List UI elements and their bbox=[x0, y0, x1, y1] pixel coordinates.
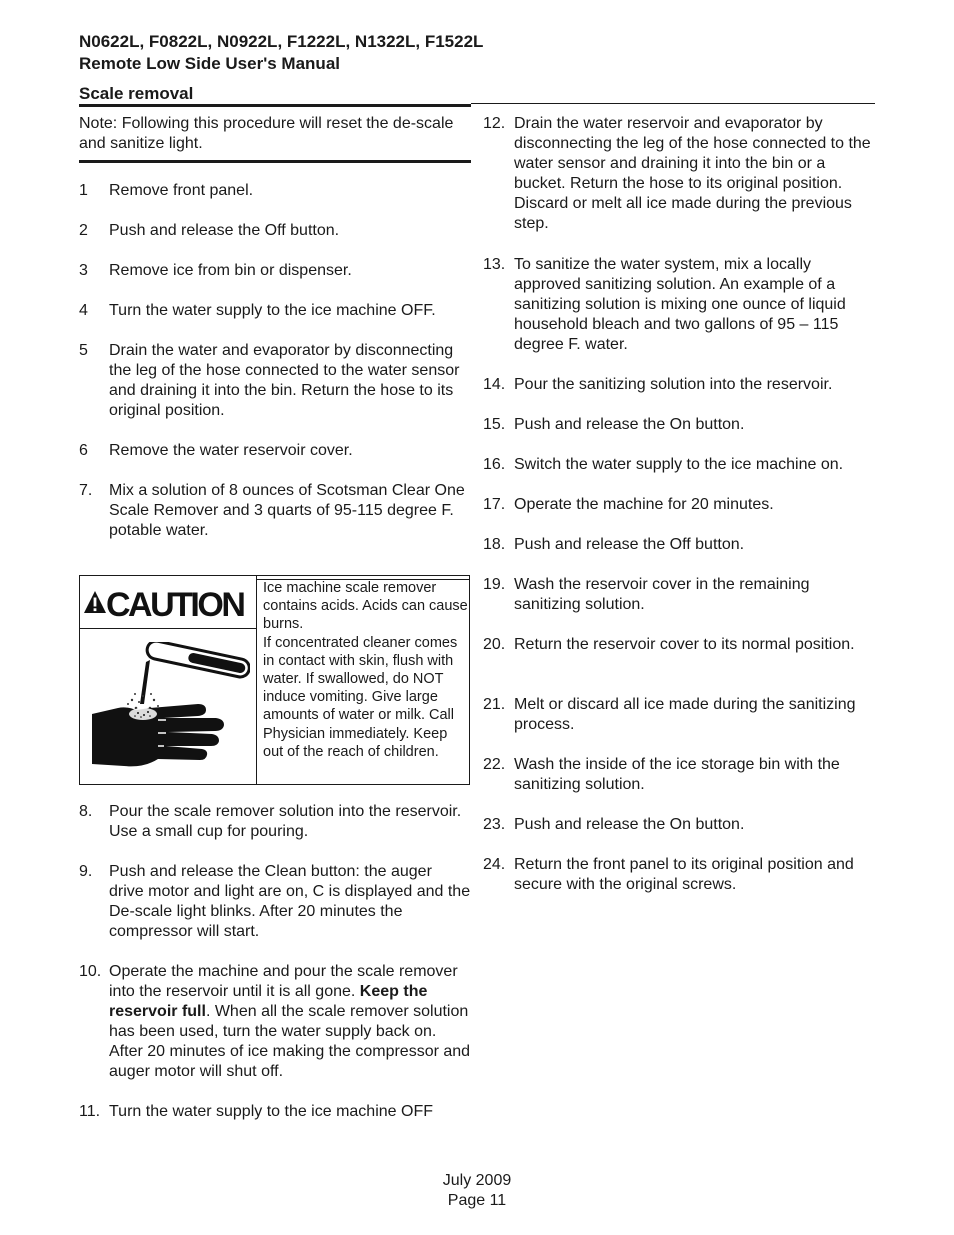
step-text: Remove the water reservoir cover. bbox=[109, 442, 353, 459]
step-text: Mix a solution of 8 ounces of Scotsman Clear One Scale Remover and 3 quarts of 95-115 degree F. potable water. bbox=[109, 482, 465, 539]
step-text: Push and release the On button. bbox=[514, 416, 745, 433]
step-number: 18. bbox=[483, 536, 506, 553]
step-text: Drain the water reservoir and evaporator by disconnecting the leg of the hose connected to the water sensor and draining it into the bin or a bucket. Return the hose to its original position. Discard or melt all ice made during the previous step. bbox=[514, 115, 871, 232]
step-text: Wash the inside of the ice storage bin with the sanitizing solution. bbox=[514, 756, 840, 793]
caution-box bbox=[79, 575, 470, 785]
caution-label-box bbox=[80, 576, 256, 629]
model-list: N0622L, F0822L, N0922L, F1222L, N1322L, F1522L bbox=[79, 32, 484, 51]
step-number: 22. bbox=[483, 756, 506, 773]
section-rule-right bbox=[471, 103, 875, 104]
caution-graphic-panel bbox=[80, 576, 257, 784]
step-text bbox=[109, 962, 471, 1082]
page-number: Page 11 bbox=[447, 1192, 507, 1209]
step-number: 5 bbox=[79, 342, 88, 359]
step-number: 14. bbox=[483, 376, 506, 393]
step-text: Drain the water and evaporator by disconnecting the leg of the hose connected to the water sensor and draining it into the bin. Return the hose to its original position. bbox=[109, 342, 460, 419]
step-number: 24. bbox=[483, 856, 506, 873]
step-text: Push and release the Off button. bbox=[514, 536, 745, 553]
step-text: Return the reservoir cover to its normal position. bbox=[514, 636, 855, 653]
step-number: 20. bbox=[483, 636, 506, 653]
step-text: Remove front panel. bbox=[109, 182, 254, 199]
step-number: 7. bbox=[79, 482, 93, 499]
footer-date: July 2009 bbox=[442, 1172, 512, 1189]
step-text: Remove ice from bin or dispenser. bbox=[109, 262, 352, 279]
note-rule bbox=[79, 160, 471, 163]
step-number: 9. bbox=[79, 863, 93, 880]
step-number: 21. bbox=[483, 696, 506, 713]
step-text: Turn the water supply to the ice machine OFF bbox=[109, 1103, 433, 1120]
step-number: 6 bbox=[79, 442, 88, 459]
step-text: Turn the water supply to the ice machine OFF. bbox=[109, 302, 436, 319]
caution-text bbox=[263, 579, 471, 761]
step-number: 12. bbox=[483, 115, 506, 132]
step-number: 13. bbox=[483, 256, 506, 273]
step-number: 23. bbox=[483, 816, 506, 833]
step-number: 10. bbox=[79, 963, 102, 980]
emphasis-text: Keep the reservoir full bbox=[109, 983, 428, 1020]
step-text: Return the front panel to its original position and secure with the original screws. bbox=[514, 856, 854, 893]
step-number: 2 bbox=[79, 222, 88, 239]
caution-paragraph: Ice machine scale remover contains acids. Acids can cause burns. bbox=[263, 580, 468, 633]
note-text: Note: Following this procedure will reset the de-scale and sanitize light. bbox=[79, 115, 454, 152]
step-number: 17. bbox=[483, 496, 506, 513]
step-number: 3 bbox=[79, 262, 88, 279]
step-number: 1 bbox=[79, 182, 88, 199]
step-text: Push and release the On button. bbox=[514, 816, 745, 833]
step-text-part: Operate the machine and pour the scale remover into the reservoir until it is all gone. bbox=[109, 963, 458, 1000]
step-text-part: . When all the scale remover solution has been used, turn the water supply back on. After 20 minutes of ice making the compressor and auger motor will shut off. bbox=[109, 1003, 471, 1080]
manual-title: Remote Low Side User's Manual bbox=[79, 54, 340, 73]
step-text: Operate the machine for 20 minutes. bbox=[514, 496, 774, 513]
step-text: Melt or discard all ice made during the sanitizing process. bbox=[514, 696, 856, 733]
step-number: 15. bbox=[483, 416, 506, 433]
warning-triangle-icon bbox=[83, 590, 107, 614]
step-number: 11. bbox=[79, 1103, 101, 1120]
step-number: 19. bbox=[483, 576, 506, 593]
step-text: Push and release the Off button. bbox=[109, 222, 340, 239]
acid-burn-hand-icon bbox=[88, 642, 250, 772]
step-text: Wash the reservoir cover in the remaining sanitizing solution. bbox=[514, 576, 810, 613]
caution-label: CAUTION bbox=[106, 586, 244, 624]
step-number: 8. bbox=[79, 803, 93, 820]
section-rule-left bbox=[79, 104, 471, 107]
document-header bbox=[79, 31, 483, 75]
step-number: 4 bbox=[79, 302, 88, 319]
step-text: Switch the water supply to the ice machine on. bbox=[514, 456, 844, 473]
section-title: Scale removal bbox=[79, 84, 194, 103]
step-text: Pour the scale remover solution into the reservoir. Use a small cup for pouring. bbox=[109, 803, 462, 840]
step-number: 16. bbox=[483, 456, 506, 473]
step-text: Push and release the Clean button: the auger drive motor and light are on, C is displayed and the De-scale light blinks. After 20 minutes the compressor will start. bbox=[109, 863, 471, 940]
step-text: Pour the sanitizing solution into the reservoir. bbox=[514, 376, 833, 393]
step-text: To sanitize the water system, mix a locally approved sanitizing solution. An example of a sanitizing solution is mixing one ounce of liquid household bleach and two gallons of 95 – 115 degree F. water. bbox=[514, 256, 846, 353]
caution-paragraph: If concentrated cleaner comes in contact with skin, flush with water. If swallowed, do NOT induce vomiting. Give large amounts of water or milk. Call Physician immediately. Keep out of the reach of children. bbox=[263, 634, 458, 760]
